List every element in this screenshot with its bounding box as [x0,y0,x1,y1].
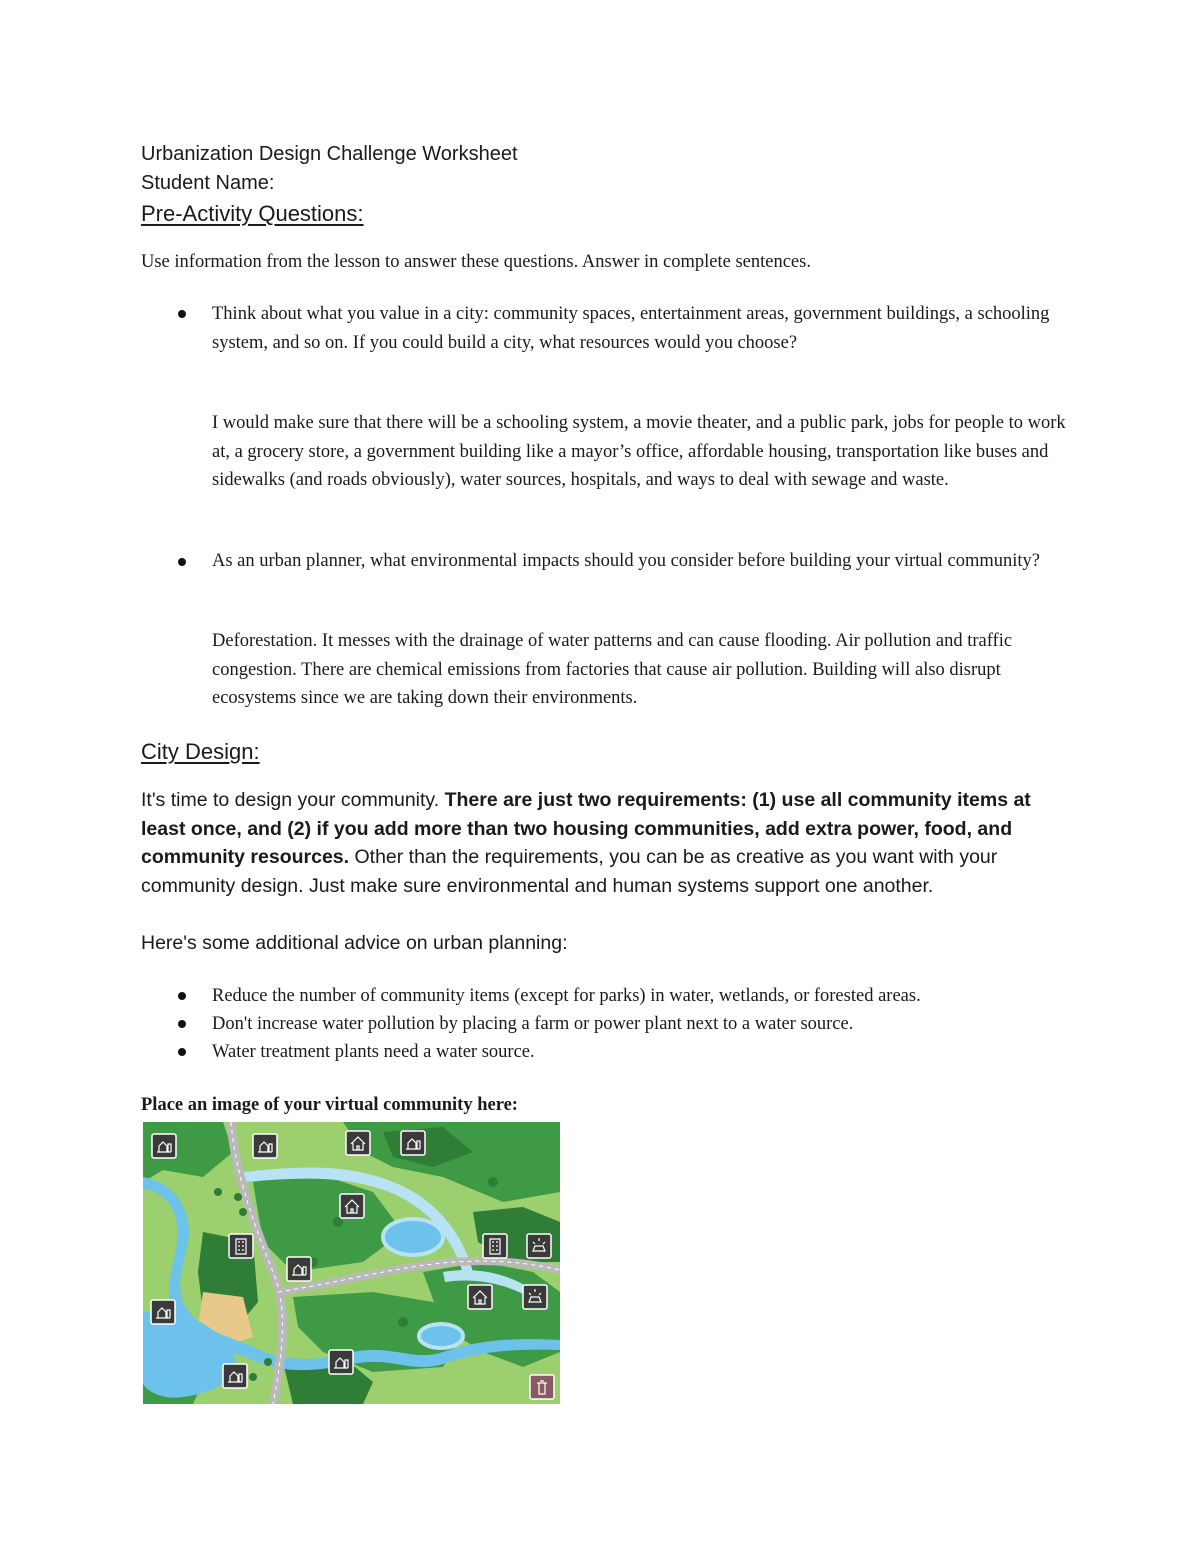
intro-rest: Other than the requirements, you can be as creative as you want with your community design. Just make sure environmental and human systems support one another. [141,846,998,897]
farm-icon[interactable] [253,1134,277,1158]
advice-item: Reduce the number of community items (except for parks) in water, wetlands, or forested areas. [212,986,921,1006]
document-title: Urbanization Design Challenge Worksheet [141,143,518,165]
market-icon[interactable] [329,1350,353,1374]
pre-activity-heading: Pre-Activity Questions: [141,201,364,226]
housing-icon[interactable] [340,1194,364,1218]
office-building-icon[interactable] [229,1234,253,1258]
housing-icon[interactable] [468,1285,492,1309]
solar-power-icon[interactable] [523,1285,547,1309]
trash-icon[interactable] [530,1375,554,1399]
image-prompt: Place an image of your virtual community here: [141,1095,518,1115]
bullet-icon [178,1020,186,1028]
city-design-intro [141,786,1061,900]
question-1: Think about what you value in a city: community spaces, entertainment areas, government buildings, a schooling system, and so on. If you could build a city, what resources would you choose? [212,304,1050,353]
school-icon[interactable] [287,1257,311,1281]
water-treatment-icon[interactable] [223,1364,247,1388]
pond [383,1219,443,1255]
bullet-icon [178,992,186,1000]
city-design-heading: City Design: [141,739,260,764]
bullet-icon [178,558,186,566]
factory-icon[interactable] [151,1300,175,1324]
office-building-icon[interactable] [483,1234,507,1258]
bullet-icon [178,310,186,318]
answer-1[interactable]: I would make sure that there will be a schooling system, a movie theater, and a public park, jobs for people to work at, a grocery store, a government building like a mayor’s office, affordable housing, transportation like buses and sidewalks (and roads obviously), water sources, hospitals, and ways to deal with sewage and waste. [212,413,1066,490]
instructions-text: Use information from the lesson to answer these questions. Answer in complete sentences. [141,252,811,272]
answer-2[interactable]: Deforestation. It messes with the drainage of water patterns and can cause flooding. Air pollution and traffic congestion. There are chemical emissions from factories that cause air pollution. Building will also disrupt ecosystems since we are taking down their environments. [212,631,1013,708]
pond [419,1324,463,1348]
park-icon[interactable] [152,1134,176,1158]
question-2: As an urban planner, what environmental impacts should you consider before building your virtual community? [212,551,1040,571]
student-name-label: Student Name: [141,172,275,194]
housing-icon[interactable] [346,1131,370,1155]
advice-item: Water treatment plants need a water source. [212,1042,535,1062]
bullet-icon [178,1048,186,1056]
virtual-community-map [143,1122,560,1404]
intro-plain: It's time to design your community. [141,789,445,811]
advice-intro: Here's some additional advice on urban planning: [141,932,568,954]
intro-requirements: There are just two requirements: (1) use all community items at least once, and (2) if you add more than two housing communities, add extra power, food, and community resources. [141,789,1031,868]
advice-item: Don't increase water pollution by placing a farm or power plant next to a water source. [212,1014,854,1034]
transit-icon[interactable] [401,1131,425,1155]
power-plant-icon[interactable] [527,1234,551,1258]
